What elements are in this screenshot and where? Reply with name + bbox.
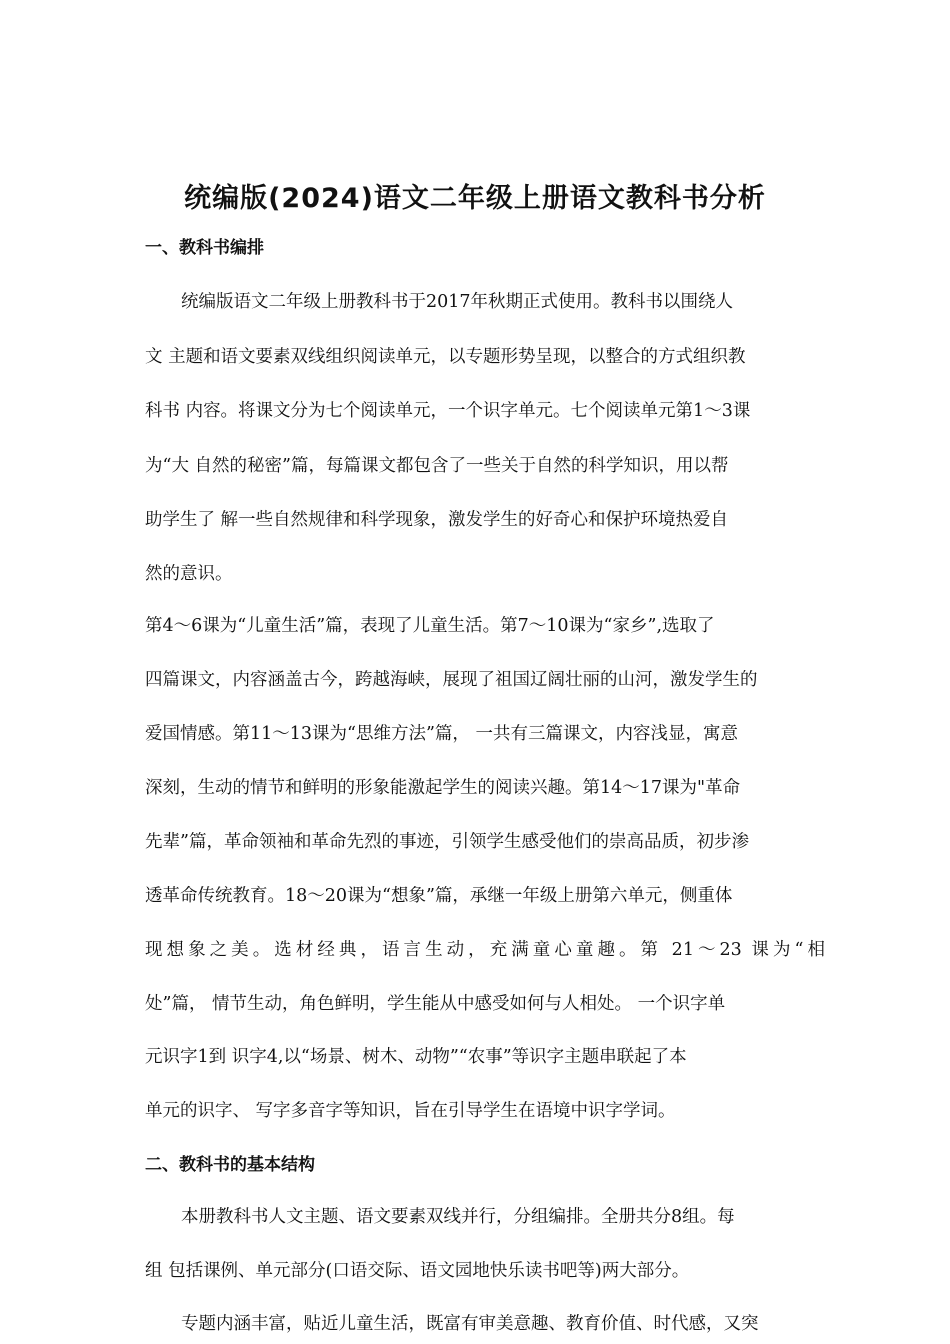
paragraph-line: 四篇课文，内容涵盖古今，跨越海峡，展现了祖国辽阔壮丽的山河，激发学生的 <box>145 670 758 690</box>
paragraph-line: 助学生了 解一些自然规律和科学现象，激发学生的好奇心和保护环境热爱自 <box>145 510 729 530</box>
section-heading-arrangement: 一、教科书编排 <box>145 238 264 258</box>
paragraph-line: 处”篇， 情节生动，角色鲜明，学生能从中感受如何与人相处。 一个识字单 <box>145 994 726 1014</box>
paragraph-line: 先辈”篇，革命领袖和革命先烈的事迹，引领学生感受他们的崇高品质，初步渗 <box>145 832 749 852</box>
paragraph-line: 元识字1到 识字4,以“场景、树木、动物”“农事”等识字主题串联起了本 <box>145 1047 687 1067</box>
paragraph-line: 第4～6课为“儿童生活”篇，表现了儿童生活。第7～10课为“家乡”,选取了 <box>145 616 715 636</box>
paragraph-line: 科书 内容。将课文分为七个阅读单元，一个识字单元。七个阅读单元第1～3课 <box>145 401 751 421</box>
document-title: 统编版(2024)语文二年级上册语文教科书分析 <box>184 183 766 214</box>
paragraph-line: 统编版语文二年级上册教科书于2017年秋期正式使用。教科书以围绕人 <box>181 292 734 312</box>
paragraph-line: 爱国情感。第11～13课为“思维方法”篇， 一共有三篇课文，内容浅显，寓意 <box>145 724 738 744</box>
paragraph-line: 为“大 自然的秘密”篇，每篇课文都包含了一些关于自然的科学知识，用以帮 <box>145 456 729 476</box>
paragraph-line: 组 包括课例、单元部分(口语交际、语文园地快乐读书吧等)两大部分。 <box>145 1261 690 1281</box>
paragraph-line: 文 主题和语文要素双线组织阅读单元，以专题形势呈现，以整合的方式组织教 <box>145 347 746 367</box>
paragraph-line: 透革命传统教育。18～20课为“想象”篇，承继一年级上册第六单元，侧重体 <box>145 886 733 906</box>
paragraph-line: 现想象之美。选材经典，语言生动，充满童心童趣。第 21～23 课为“相 <box>145 940 825 960</box>
paragraph-line: 然的意识。 <box>145 564 233 584</box>
paragraph-line: 本册教科书人文主题、语文要素双线并行，分组编排。全册共分8组。每 <box>181 1207 735 1227</box>
paragraph-line: 深刻，生动的情节和鲜明的形象能激起学生的阅读兴趣。第14～17课为"革命 <box>145 778 741 798</box>
paragraph-line: 专题内涵丰富，贴近儿童生活，既富有审美意趣、教育价值、时代感，又突 <box>181 1314 759 1334</box>
paragraph-line: 单元的识字、 写字多音字等知识，旨在引导学生在语境中识字学词。 <box>145 1101 676 1121</box>
section-heading-structure: 二、教科书的基本结构 <box>145 1155 315 1175</box>
